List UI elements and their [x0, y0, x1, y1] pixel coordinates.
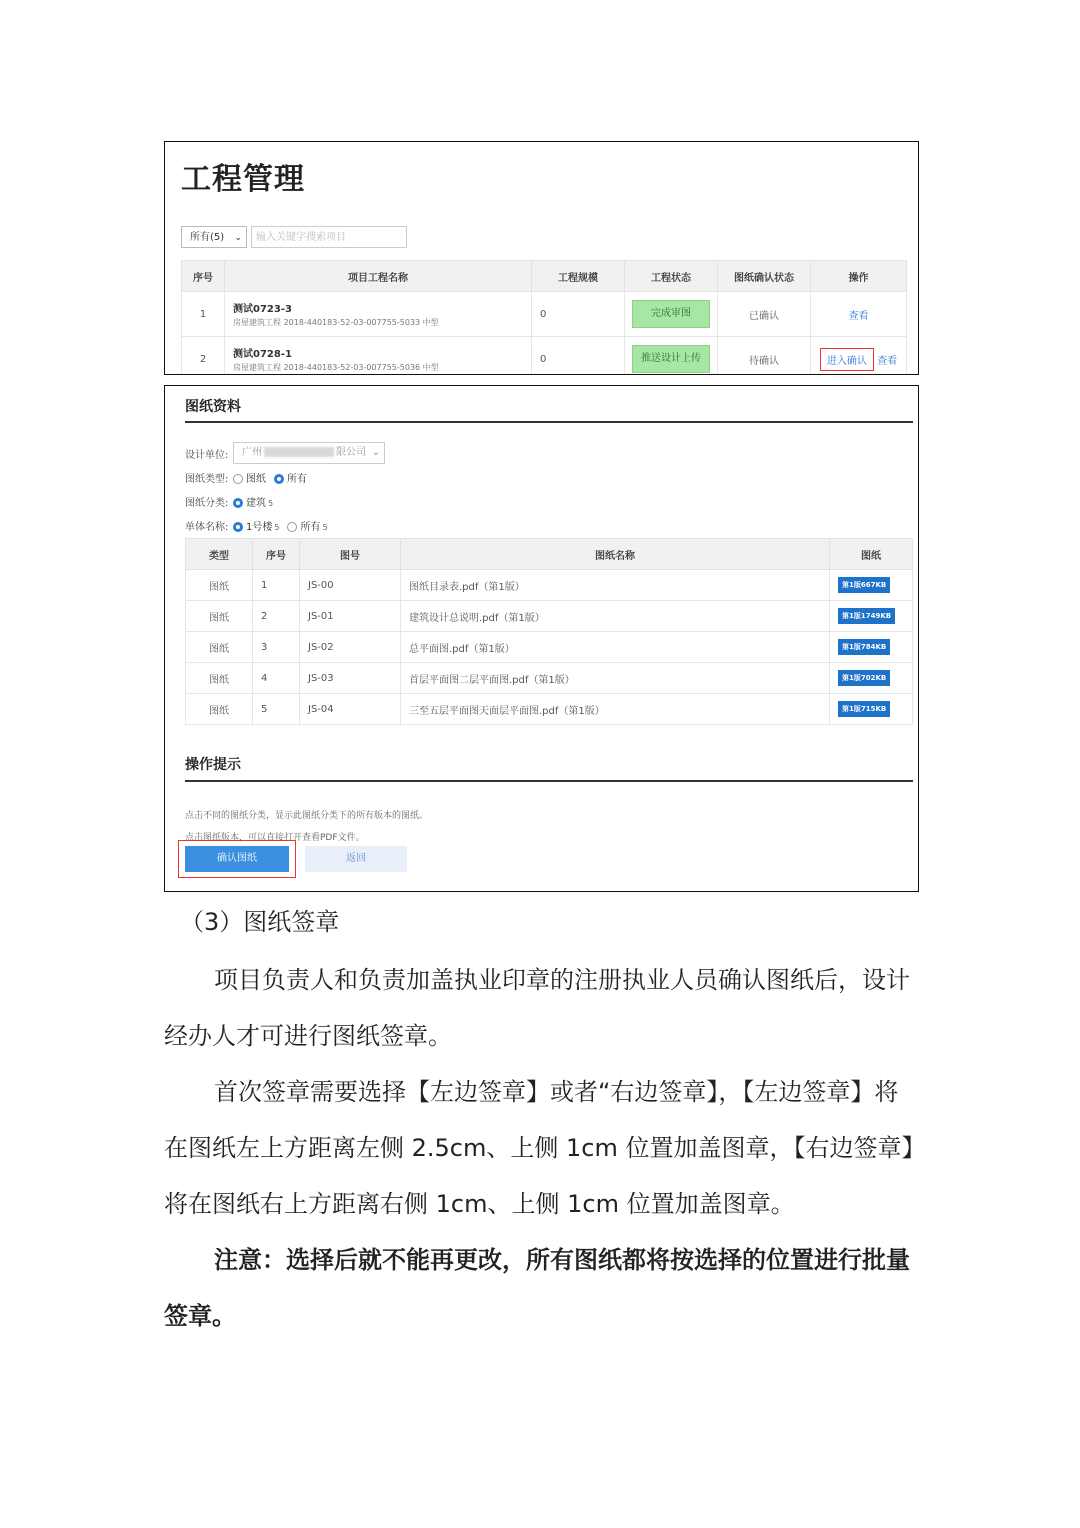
drawing-type-label: 图纸类型: [185, 474, 229, 485]
design-unit-select[interactable] [233, 442, 385, 464]
drawing-table-body [186, 570, 913, 725]
drawing-index: 5 [253, 694, 300, 725]
confirm-drawings-button[interactable]: 确认图纸 [185, 846, 289, 872]
drawing-code: JS-00 [300, 570, 401, 601]
table-row [182, 337, 907, 376]
tip-text: 点击不同的图纸分类，显示此图纸分类下的所有版本的图纸。 [185, 811, 429, 821]
back-button[interactable]: 返回 [305, 846, 407, 872]
drawing-category-row [185, 494, 281, 509]
drawing-type: 图纸 [186, 632, 253, 663]
radio-checked-icon [233, 498, 243, 508]
drawing-index: 4 [253, 663, 300, 694]
table-row [186, 632, 913, 663]
version-size: 667KB [860, 581, 887, 589]
version-size: 702KB [860, 674, 887, 682]
project-subtitle: 房屋建筑工程 2018-440183-52-03-007755-5036 中型 [233, 363, 439, 372]
drawing-type: 图纸 [186, 570, 253, 601]
drawing-index: 3 [253, 632, 300, 663]
version-badge[interactable] [838, 701, 890, 717]
redacted-text [264, 447, 334, 457]
drawing-name: 首层平面图二层平面图.pdf（第1版） [401, 663, 830, 694]
drawing-version-cell [830, 694, 913, 725]
view-link[interactable]: 查看 [877, 355, 898, 367]
project-filter-select[interactable] [181, 226, 247, 248]
drawing-code: JS-04 [300, 694, 401, 725]
actions-cell [811, 337, 907, 376]
drawing-version-cell [830, 570, 913, 601]
col-header: 图纸 [830, 539, 913, 570]
col-header: 图纸名称 [401, 539, 830, 570]
col-header: 图纸确认状态 [718, 261, 811, 292]
drawing-type-option-drawing[interactable] [233, 470, 266, 485]
drawing-type-option-all[interactable] [274, 470, 307, 485]
version-badge[interactable] [838, 639, 890, 655]
col-header: 类型 [186, 539, 253, 570]
drawing-version-cell [830, 632, 913, 663]
project-scale: 0 [532, 292, 625, 337]
tips-divider [185, 780, 913, 782]
radio-checked-icon [233, 522, 243, 532]
tip-text: 点击图纸版本，可以直接打开查看PDF文件。 [185, 833, 365, 843]
section-heading: （3）图纸签章 [180, 908, 340, 936]
version-label: 第1版 [842, 581, 861, 589]
drawing-code: JS-03 [300, 663, 401, 694]
drawing-type-row [185, 470, 315, 485]
version-badge[interactable] [838, 577, 890, 593]
col-header: 工程状态 [625, 261, 718, 292]
project-status-badge: 完成审图 [632, 300, 710, 328]
drawing-category-option[interactable] [233, 494, 273, 509]
option-label: 1号楼 [246, 522, 273, 533]
col-header: 序号 [253, 539, 300, 570]
version-size: 1749KB [860, 612, 892, 620]
project-search-input[interactable]: 输入关键字搜索项目 [251, 226, 407, 248]
drawing-version-cell [830, 663, 913, 694]
drawing-name: 总平面图.pdf（第1版） [401, 632, 830, 663]
version-badge[interactable] [838, 608, 895, 624]
option-label: 建筑 [246, 498, 266, 509]
section-divider [185, 421, 913, 423]
drawing-code: JS-01 [300, 601, 401, 632]
drawing-type: 图纸 [186, 663, 253, 694]
design-unit-label: 设计单位: [185, 449, 229, 461]
option-label: 图纸 [246, 474, 266, 485]
actions-cell [811, 292, 907, 337]
col-header: 项目工程名称 [225, 261, 532, 292]
design-unit-value-start: 广州 [242, 447, 262, 458]
drawing-name: 图纸目录表.pdf（第1版） [401, 570, 830, 601]
drawing-name: 三至五层平面图天面层平面图.pdf（第1版） [401, 694, 830, 725]
option-label: 所有 [287, 474, 307, 485]
version-label: 第1版 [842, 643, 861, 651]
option-label: 所有 [300, 522, 321, 533]
table-row [186, 601, 913, 632]
chevron-down-icon: ⌄ [371, 447, 380, 458]
paragraph-2: 首次签章需要选择【左边签章】或者“右边签章】，【左边签章】将在图纸左上方距离左侧 2.5cm、上侧 1cm 位置加盖图章，【右边签章】将在图纸右上方距离右侧 1cm、上侧 1cm 位置加盖图章。 [164, 1078, 914, 1218]
row-index: 2 [182, 337, 225, 376]
chevron-down-icon: ⌄ [234, 233, 242, 243]
drawing-name: 建筑设计总说明.pdf（第1版） [401, 601, 830, 632]
col-header: 序号 [182, 261, 225, 292]
unit-name-row [185, 518, 336, 533]
table-row [186, 663, 913, 694]
confirm-status: 待确认 [718, 337, 811, 376]
confirm-status: 已确认 [718, 292, 811, 337]
project-status-badge: 推送设计上传 [632, 345, 710, 373]
project-name: 测试0723-3 [233, 304, 292, 315]
col-header: 工程规模 [532, 261, 625, 292]
project-subtitle: 房屋建筑工程 2018-440183-52-03-007755-5033 中型 [233, 318, 439, 327]
view-link[interactable]: 查看 [848, 310, 869, 322]
filter-selected-value: 所有(5) [190, 232, 225, 243]
project-status-cell [625, 337, 718, 376]
paragraph [164, 952, 920, 1344]
project-table [181, 260, 907, 375]
radio-icon [233, 474, 243, 484]
unit-name-option-all[interactable] [287, 518, 327, 533]
version-badge[interactable] [838, 670, 890, 686]
drawing-data-screenshot [164, 385, 919, 892]
design-unit-value-end: 限公司 [336, 447, 366, 458]
drawing-type: 图纸 [186, 694, 253, 725]
version-label: 第1版 [842, 612, 861, 620]
drawing-category-label: 图纸分类: [185, 498, 229, 509]
option-count: 5 [274, 523, 280, 532]
option-count: 5 [268, 499, 274, 508]
version-label: 第1版 [842, 674, 861, 682]
project-name: 测试0728-1 [233, 349, 292, 360]
project-management-screenshot [164, 141, 919, 375]
col-header: 图号 [300, 539, 401, 570]
version-size: 784KB [860, 643, 887, 651]
drawing-version-cell [830, 601, 913, 632]
note-paragraph: 注意：选择后就不能再更改，所有图纸都将按选择的位置进行批量签章。 [164, 1246, 910, 1330]
row-index: 1 [182, 292, 225, 337]
project-status-cell [625, 292, 718, 337]
drawing-index: 1 [253, 570, 300, 601]
drawing-table [185, 538, 913, 725]
version-size: 715KB [860, 705, 887, 713]
radio-icon [287, 522, 297, 532]
drawing-index: 2 [253, 601, 300, 632]
section-title: 图纸资料 [185, 399, 241, 415]
page-title: 工程管理 [181, 162, 305, 197]
project-scale: 0 [532, 337, 625, 376]
version-label: 第1版 [842, 705, 861, 713]
unit-name-label: 单体名称: [185, 522, 229, 533]
design-unit-row [185, 442, 385, 464]
table-row [182, 292, 907, 337]
paragraph-1: 项目负责人和负责加盖执业印章的注册执业人员确认图纸后，设计经办人才可进行图纸签章。 [164, 966, 910, 1050]
enter-confirm-link[interactable]: 进入确认 [820, 348, 874, 371]
drawing-type: 图纸 [186, 601, 253, 632]
col-header: 操作 [811, 261, 907, 292]
table-row [186, 694, 913, 725]
tips-title: 操作提示 [185, 757, 241, 773]
table-row [186, 570, 913, 601]
unit-name-option-building1[interactable] [233, 518, 279, 533]
project-name-cell [225, 292, 532, 337]
radio-checked-icon [274, 474, 284, 484]
project-name-cell [225, 337, 532, 376]
option-count: 5 [322, 523, 328, 532]
drawing-code: JS-02 [300, 632, 401, 663]
